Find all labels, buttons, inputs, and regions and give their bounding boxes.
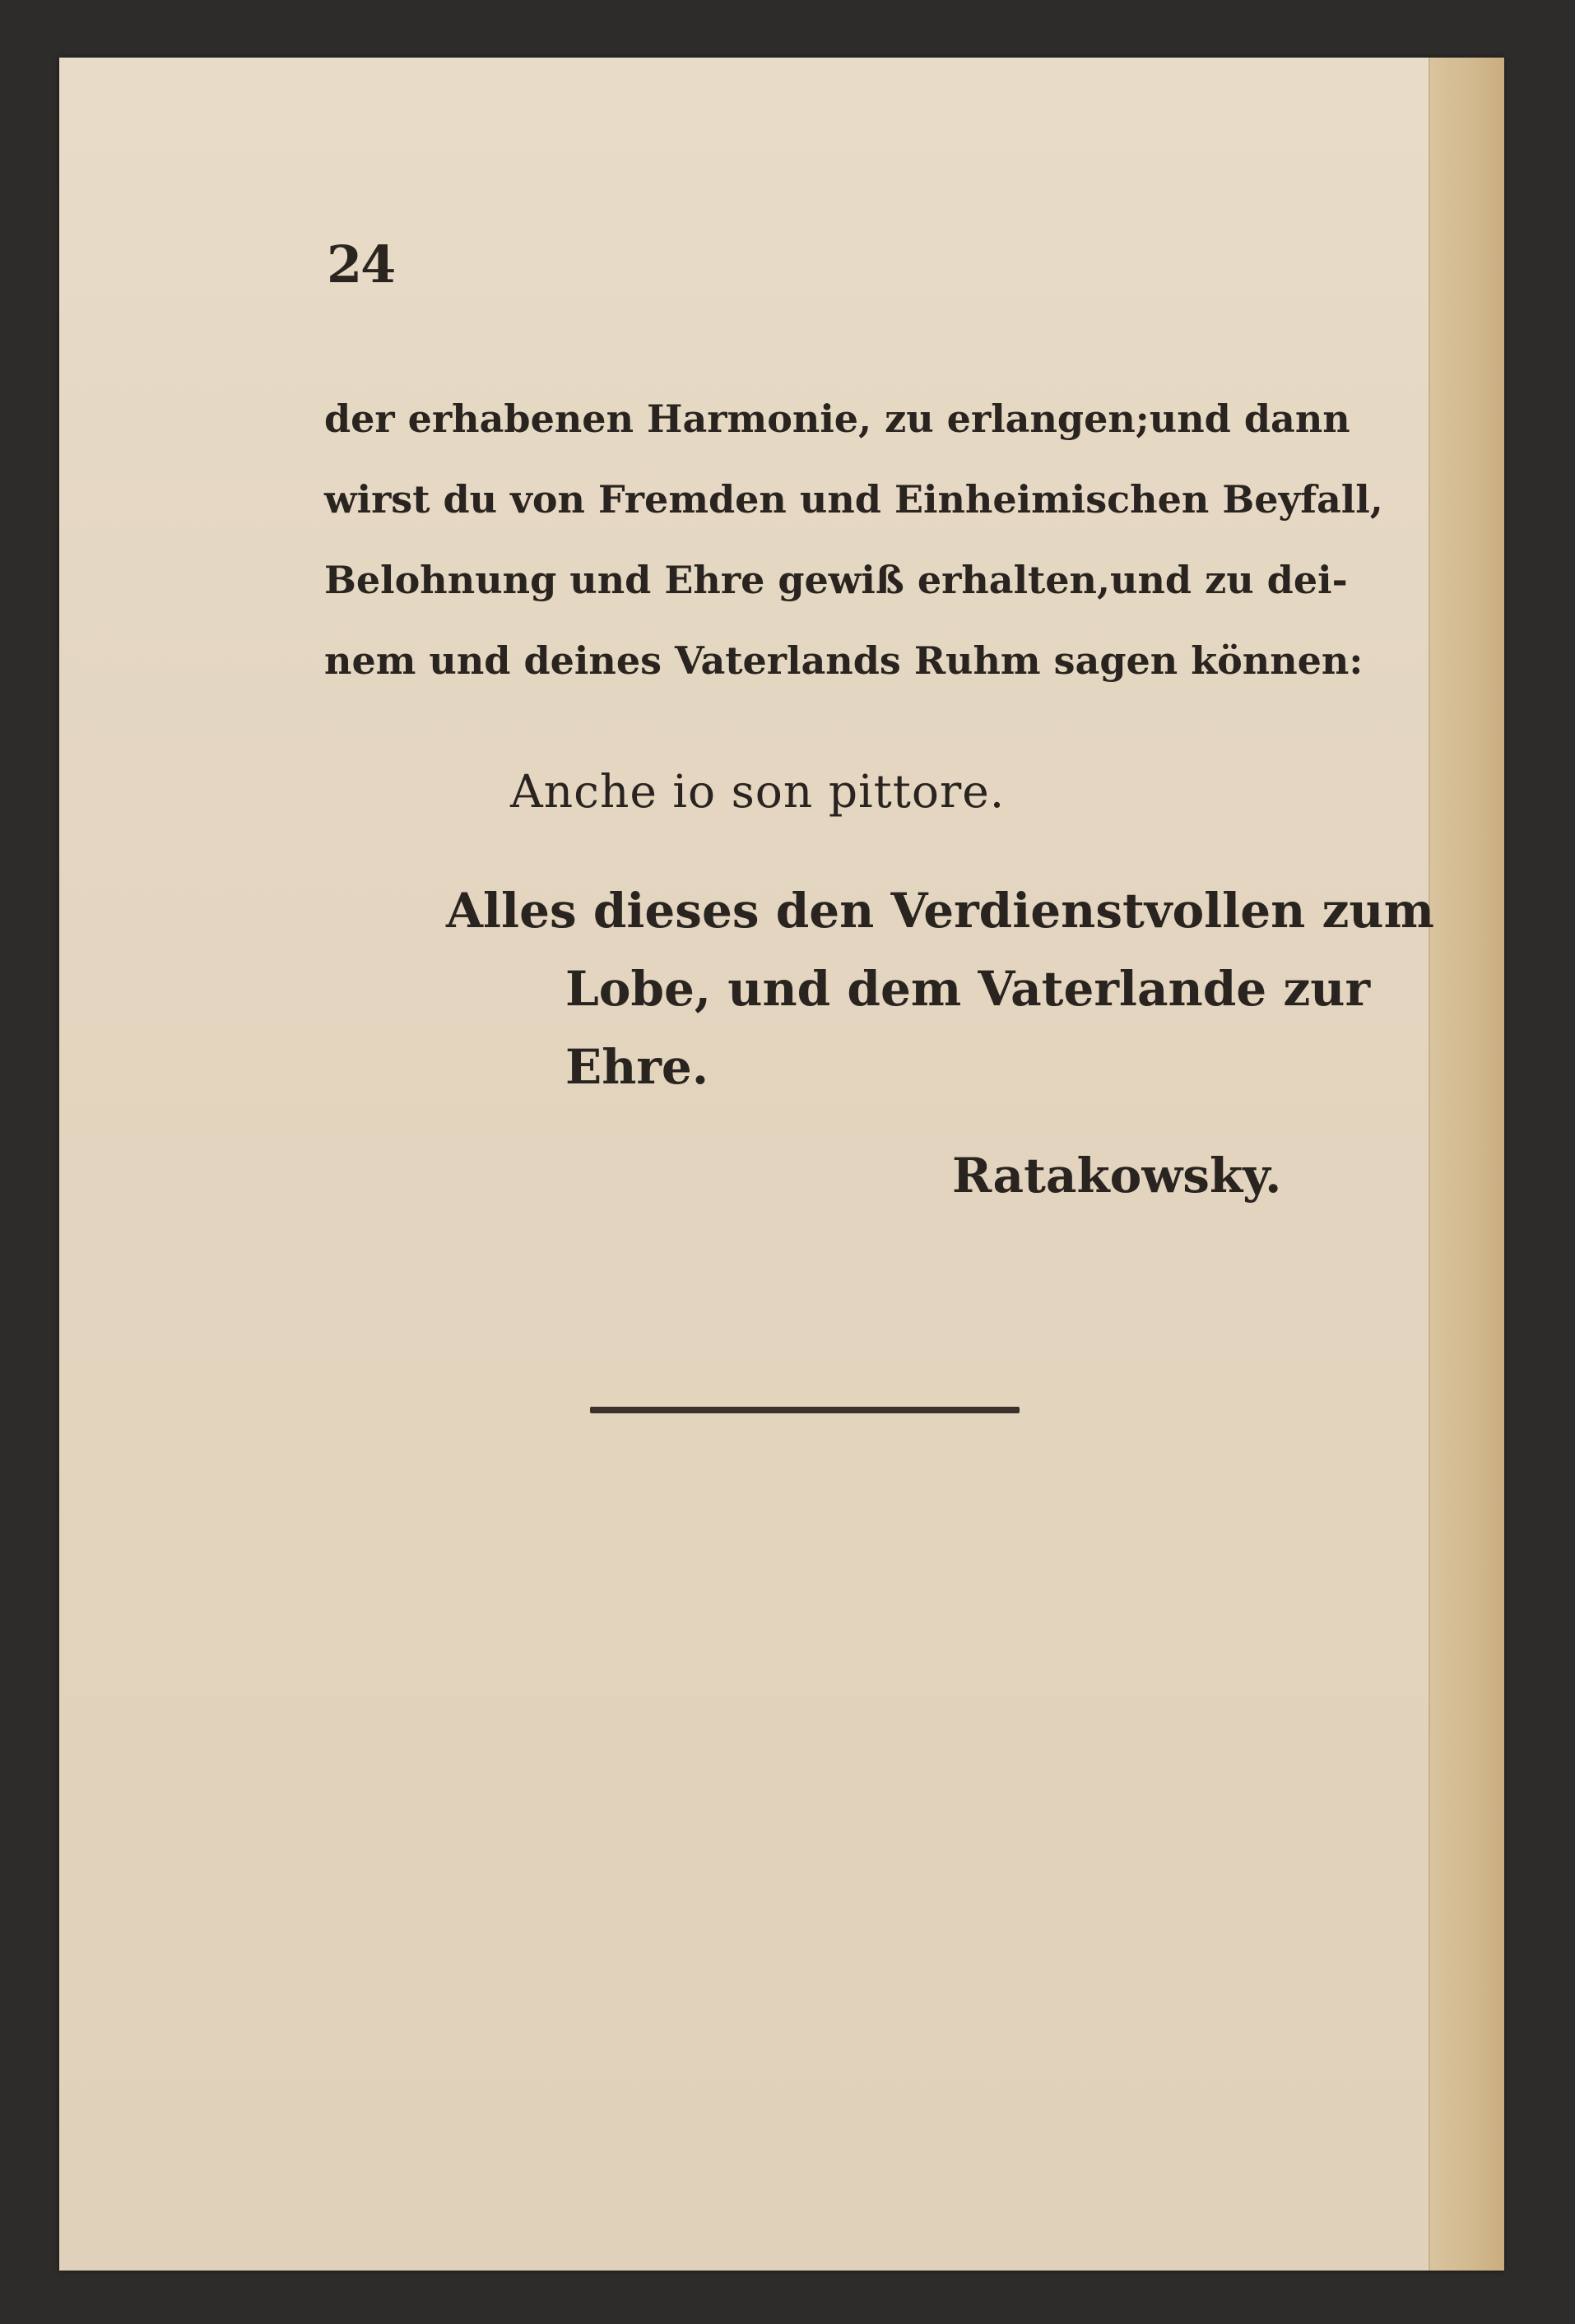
book-page: [59, 58, 1504, 2271]
page-number: 24: [327, 234, 395, 295]
paragraph-line-text: nem und deines Vaterlands Ruhm sagen können:: [324, 638, 1364, 683]
author-signature: Ratakowsky.: [952, 1148, 1282, 1204]
dedication-line: [446, 872, 1434, 950]
paragraph-line-text: wirst du von Fremden und Einheimischen Beyfall,: [324, 477, 1383, 522]
page-edge: [1429, 58, 1504, 2271]
dedication-line-text: Lobe, und dem Vaterlande zur: [565, 961, 1371, 1017]
dedication-line: [446, 950, 1371, 1028]
paragraph-line-text: und dann: [1149, 397, 1350, 441]
paragraph-line: [324, 540, 1348, 620]
dedication: [446, 872, 1434, 1106]
paragraph-line-text: und zu dei-: [1110, 558, 1348, 602]
paragraph-line-text: Belohnung und Ehre gewiß erhalten,: [324, 558, 1111, 602]
dedication-line-text: Ehre.: [565, 1039, 709, 1095]
dedication-line-text: Alles dieses den Verdienstvollen zum: [446, 883, 1434, 939]
body-paragraph: [324, 378, 1383, 701]
paragraph-line: [324, 620, 1364, 701]
dedication-line: [446, 1028, 1326, 1106]
italian-quote: Anche io son pittore.: [510, 765, 1006, 818]
paragraph-line: [324, 459, 1383, 540]
paragraph-line: [324, 378, 1350, 459]
horizontal-rule: [590, 1407, 1020, 1413]
paragraph-line-text: der erhabenen Harmonie, zu erlangen;: [324, 397, 1150, 441]
